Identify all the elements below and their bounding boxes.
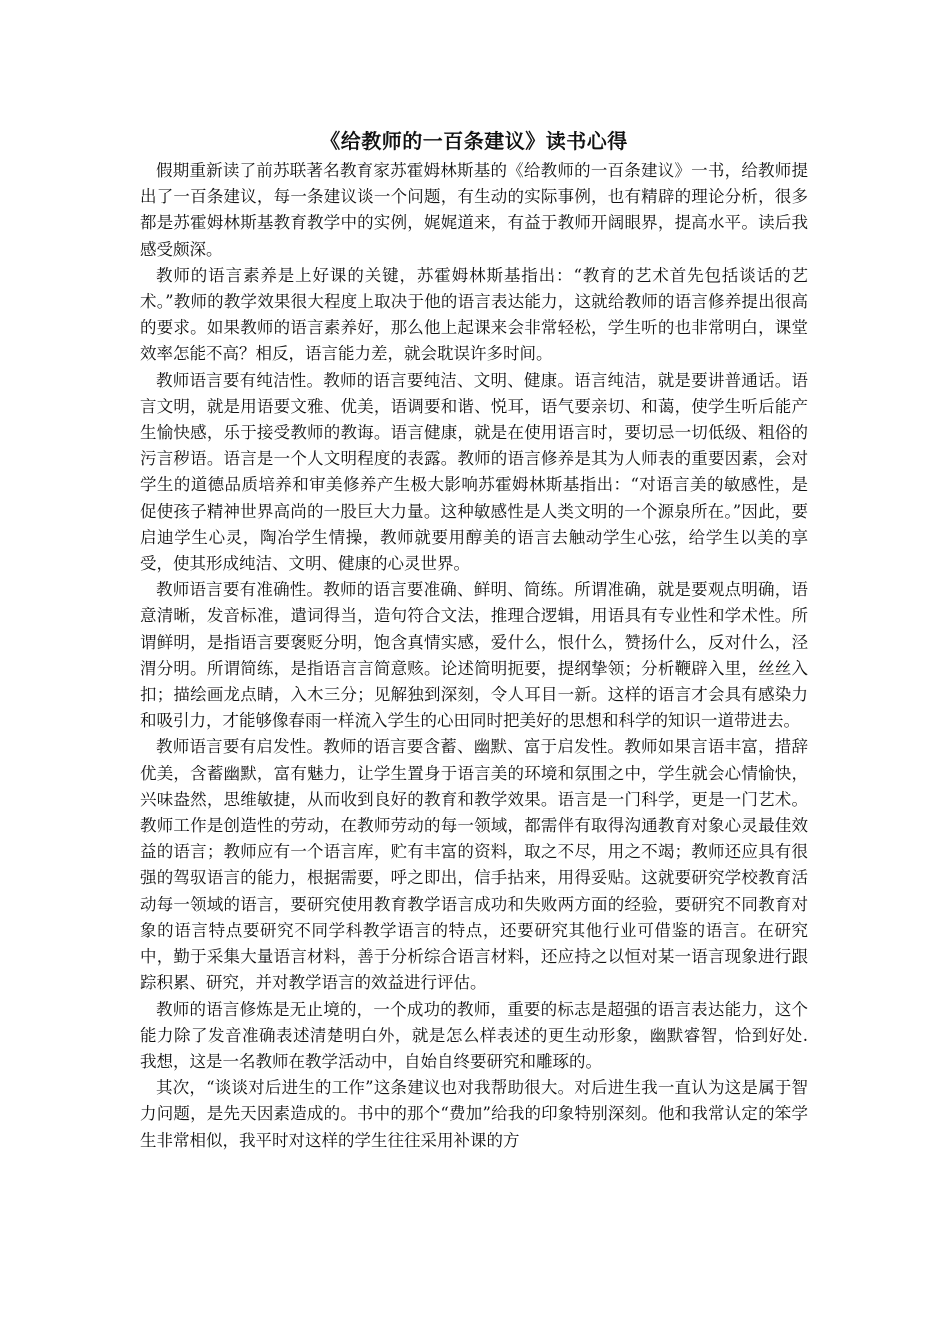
document-title: 《给教师的一百条建议》读书心得 bbox=[320, 129, 628, 153]
paragraph-inspiration: 教师语言要有启发性。教师的语言要含蓄、幽默、富于启发性。教师如果言语丰富，措辞优美，含蓄幽默，富有魅力，让学生置身于语言美的环境和氛围之中，学生就会心情愉快，兴味盎然，思维敏捷，从而收到良好的教育和教学效果。语言是一门科学，更是一门艺术。教师工作是创造性的劳动，在教师劳动的每一领域，都需伴有取得沟通教育对象心灵最佳效益的语言；教师应有一个语言库，贮有丰富的资料，取之不尽，用之不竭；教师还应具有很强的驾驭语言的能力，根据需要，呼之即出，信手拈来，用得妥贴。这就要研究学校教育活动每一领域的语言，要研究使用教育教学语言成功和失败两方面的经验，要研究不同教育对象的语言特点要研究不同学科教学语言的特点，还要研究其他行业可借鉴的语言。在研究中，勤于采集大量语言材料，善于分析综合语言材料，还应持之以恒对某一语言现象进行跟踪积累、研究，并对教学语言的效益进行评估。 bbox=[140, 737, 808, 993]
document-page bbox=[140, 128, 808, 1154]
paragraph-language-literacy: 教师的语言素养是上好课的关键，苏霍姆林斯基指出：“教育的艺术首先包括谈话的艺术。”教师的教学效果很大程度上取决于他的语言表达能力，这就给教师的语言修养提出很高的要求。如果教师的语言素养好，那么他上起课来会非常轻松，学生听的也非常明白，课堂效率怎能不高？相反，语言能力差，就会耽误许多时间。 bbox=[140, 265, 808, 364]
paragraph-intro: 假期重新读了前苏联著名教育家苏霍姆林斯基的《给教师的一百条建议》一书，给教师提出了一百条建议，每一条建议谈一个问题，有生动的实际事例，也有精辟的理论分析，很多都是苏霍姆林斯基教育教学中的实例，娓娓道来，有益于教师开阔眼界，提高水平。读后我感受颇深。 bbox=[140, 161, 808, 259]
paragraph-accuracy: 教师语言要有准确性。教师的语言要准确、鲜明、简练。所谓准确，就是要观点明确，语意清晰，发音标准，遣词得当，造句符合文法，推理合逻辑，用语具有专业性和学术性。所谓鲜明，是指语言要褒贬分明，饱含真情实感，爱什么，恨什么，赞扬什么，反对什么，泾渭分明。所谓简练，是指语言言简意赅。论述简明扼要，提纲挚领；分析鞭辟入里，丝丝入扣；描绘画龙点睛，入木三分；见解独到深刻，令人耳目一新。这样的语言才会具有感染力和吸引力，才能够像春雨一样流入学生的心田同时把美好的思想和科学的知识一道带进去。 bbox=[140, 580, 808, 731]
paragraph-purity: 教师语言要有纯洁性。教师的语言要纯洁、文明、健康。语言纯洁，就是要讲普通话。语言文明，就是用语要文雅、优美，语调要和谐、悦耳，语气要亲切、和蔼，使学生听后能产生愉快感，乐于接受教师的教诲。语言健康，就是在使用语言时，要切忌一切低级、粗俗的污言秽语。语言是一个人文明程度的表露。教师的语言修养是其为人师表的重要因素，会对学生的道德品质培养和审美修养产生极大影响苏霍姆林斯基指出：“对语言美的敏感性，是促使孩子精神世界高尚的一股巨大力量。这种敏感性是人类文明的一个源泉所在。”因此，要启迪学生心灵，陶冶学生情操，教师就要用醇美的语言去触动学生心弦，给学生以美的享受，使其形成纯洁、文明、健康的心灵世界。 bbox=[140, 370, 808, 574]
paragraph-endless-practice: 教师的语言修炼是无止境的，一个成功的教师，重要的标志是超强的语言表达能力，这个能力除了发音准确表述清楚明白外，就是怎么样表述的更生动形象，幽默睿智，恰到好处. 我想，这是一名教师在教学活动中，自始自终要研究和雕琢的。 bbox=[140, 999, 808, 1071]
paragraph-struggling-students: 其次，“谈谈对后进生的工作”这条建议也对我帮助很大。对后进生我一直认为这是属于智力问题，是先天因素造成的。书中的那个“费加”给我的印象特别深刻。他和我常认定的笨学生非常相似，我平时对这样的学生往往采用补课的方 bbox=[140, 1078, 808, 1150]
